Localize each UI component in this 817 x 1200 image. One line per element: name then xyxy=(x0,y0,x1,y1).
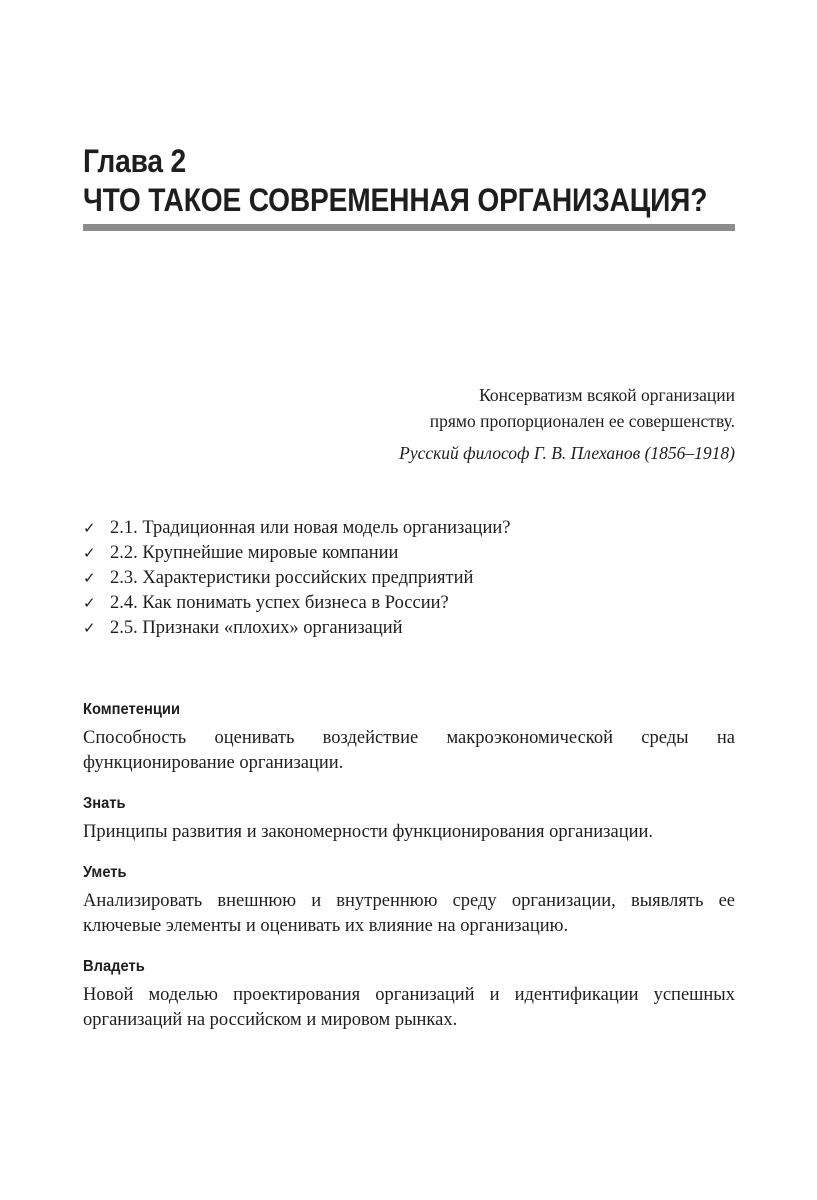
skills-block xyxy=(83,863,735,939)
contents-item-label: 2.5. Признаки «плохих» организаций xyxy=(110,618,403,638)
section-text: Принципы развития и закономерности функционирования организации. xyxy=(83,822,654,842)
book-page xyxy=(83,0,735,1200)
list-item xyxy=(83,616,735,641)
section-heading: Владеть xyxy=(83,958,145,975)
section-heading: Знать xyxy=(83,795,126,812)
mastery-block xyxy=(83,957,735,1033)
contents-item-label: 2.2. Крупнейшие мировые компании xyxy=(110,543,399,563)
chapter-label: Глава 2 xyxy=(83,143,186,179)
competencies-block xyxy=(83,700,735,776)
section-heading: Компетенции xyxy=(83,701,180,718)
contents-item-label: 2.3. Характеристики российских предприятий xyxy=(110,568,474,588)
list-item xyxy=(83,566,735,591)
checkmark-icon: ✓ xyxy=(83,619,96,637)
epigraph-line-1: Консерватизм всякой организации xyxy=(479,385,735,405)
checkmark-icon: ✓ xyxy=(83,519,96,537)
contents-item-label: 2.4. Как понимать успех бизнеса в России? xyxy=(110,593,449,613)
list-item xyxy=(83,591,735,616)
competencies-section xyxy=(83,700,735,1051)
checkmark-icon: ✓ xyxy=(83,594,96,612)
chapter-contents-list xyxy=(83,516,735,641)
epigraph xyxy=(215,382,735,466)
section-heading: Уметь xyxy=(83,864,127,881)
checkmark-icon: ✓ xyxy=(83,544,96,562)
epigraph-author: Русский философ Г. В. Плеханов (1856–1918) xyxy=(399,443,735,463)
chapter-title: ЧТО ТАКОЕ СОВРЕМЕННАЯ ОРГАНИЗАЦИЯ? xyxy=(83,182,708,218)
know-block xyxy=(83,794,735,845)
title-divider xyxy=(83,224,735,231)
epigraph-line-2: прямо пропорционален ее совершенству. xyxy=(429,411,735,431)
list-item xyxy=(83,516,735,541)
checkmark-icon: ✓ xyxy=(83,569,96,587)
list-item xyxy=(83,541,735,566)
section-text: Новой моделью проектирования организаций и идентификации успешных организаций на российском и мировом рынках. xyxy=(83,985,735,1030)
contents-item-label: 2.1. Традиционная или новая модель организации? xyxy=(110,518,511,538)
section-text: Способность оценивать воздействие макроэкономической среды на функционирование организации. xyxy=(83,728,735,773)
section-text: Анализировать внешнюю и внутреннюю среду организации, выявлять ее ключевые элементы и оценивать их влияние на организацию. xyxy=(83,891,735,936)
